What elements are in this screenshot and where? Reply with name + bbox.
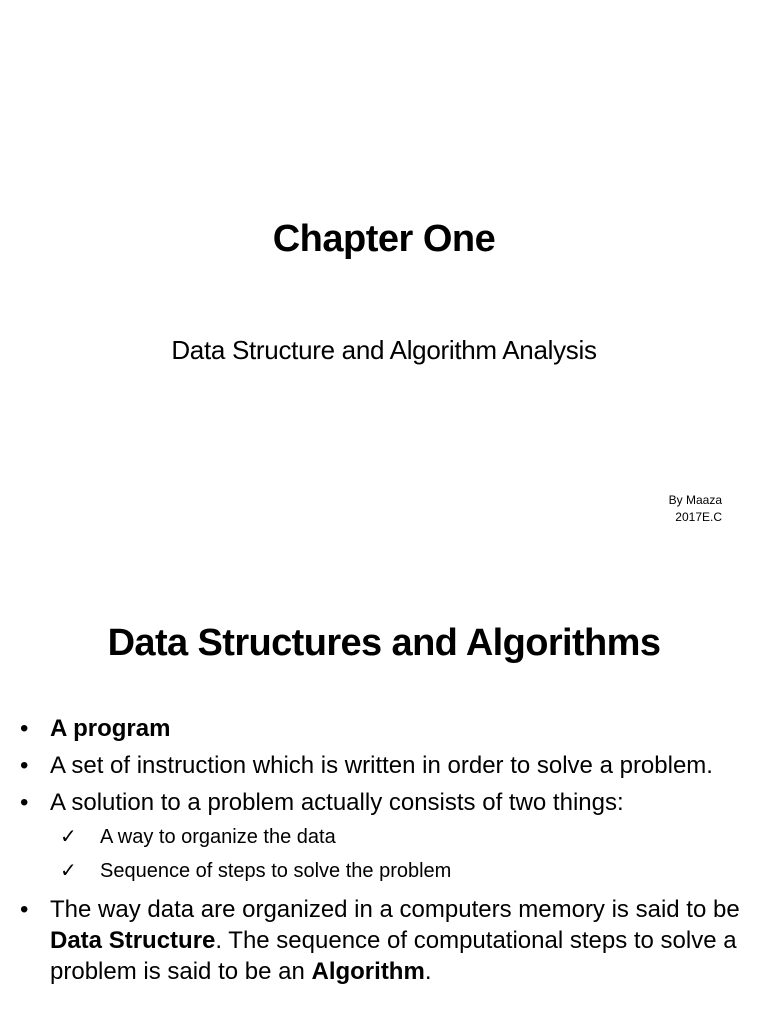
bullet-text: A solution to a problem actually consists of two things: [50, 789, 624, 816]
chapter-subtitle: Data Structure and Algorithm Analysis [171, 335, 597, 365]
bullet-list [20, 713, 750, 993]
sub-bullet-item [50, 854, 750, 888]
author-name: By Maaza [668, 493, 722, 507]
sub-bullet-text: A way to organize the data [100, 826, 336, 848]
bullet-item [20, 894, 750, 987]
bullet-dot-icon: • [20, 896, 29, 923]
bullet-text: A program [50, 715, 171, 742]
bullet-text-part: . [424, 958, 432, 985]
bullet-item [20, 713, 750, 744]
checkmark-icon: ✓ [60, 826, 77, 848]
content-slide [0, 580, 768, 1024]
checkmark-icon: ✓ [60, 860, 77, 882]
bullet-dot-icon: • [20, 752, 29, 779]
algorithm-term: Algorithm [311, 958, 425, 985]
data-structure-term: Data Structure [50, 927, 216, 954]
bullet-dot-icon: • [20, 789, 29, 816]
bullet-dot-icon: • [20, 715, 29, 742]
slide-title: Data Structures and Algorithms [107, 622, 661, 664]
bullet-text-part: . The sequence of computational steps to solve a problem is said to be an [50, 927, 737, 985]
chapter-title: Chapter One [272, 218, 496, 260]
bullet-text-part: The way data are organized in a computers memory is said to be [50, 896, 740, 923]
byline [669, 492, 722, 526]
bullet-item [20, 787, 750, 888]
sub-bullet-list [50, 820, 750, 888]
year-label: 2017E.C [675, 510, 722, 524]
bullet-item [20, 750, 750, 781]
sub-bullet-text: Sequence of steps to solve the problem [100, 860, 452, 882]
sub-bullet-item [50, 820, 750, 854]
bullet-text: A set of instruction which is written in order to solve a problem. [50, 752, 713, 779]
